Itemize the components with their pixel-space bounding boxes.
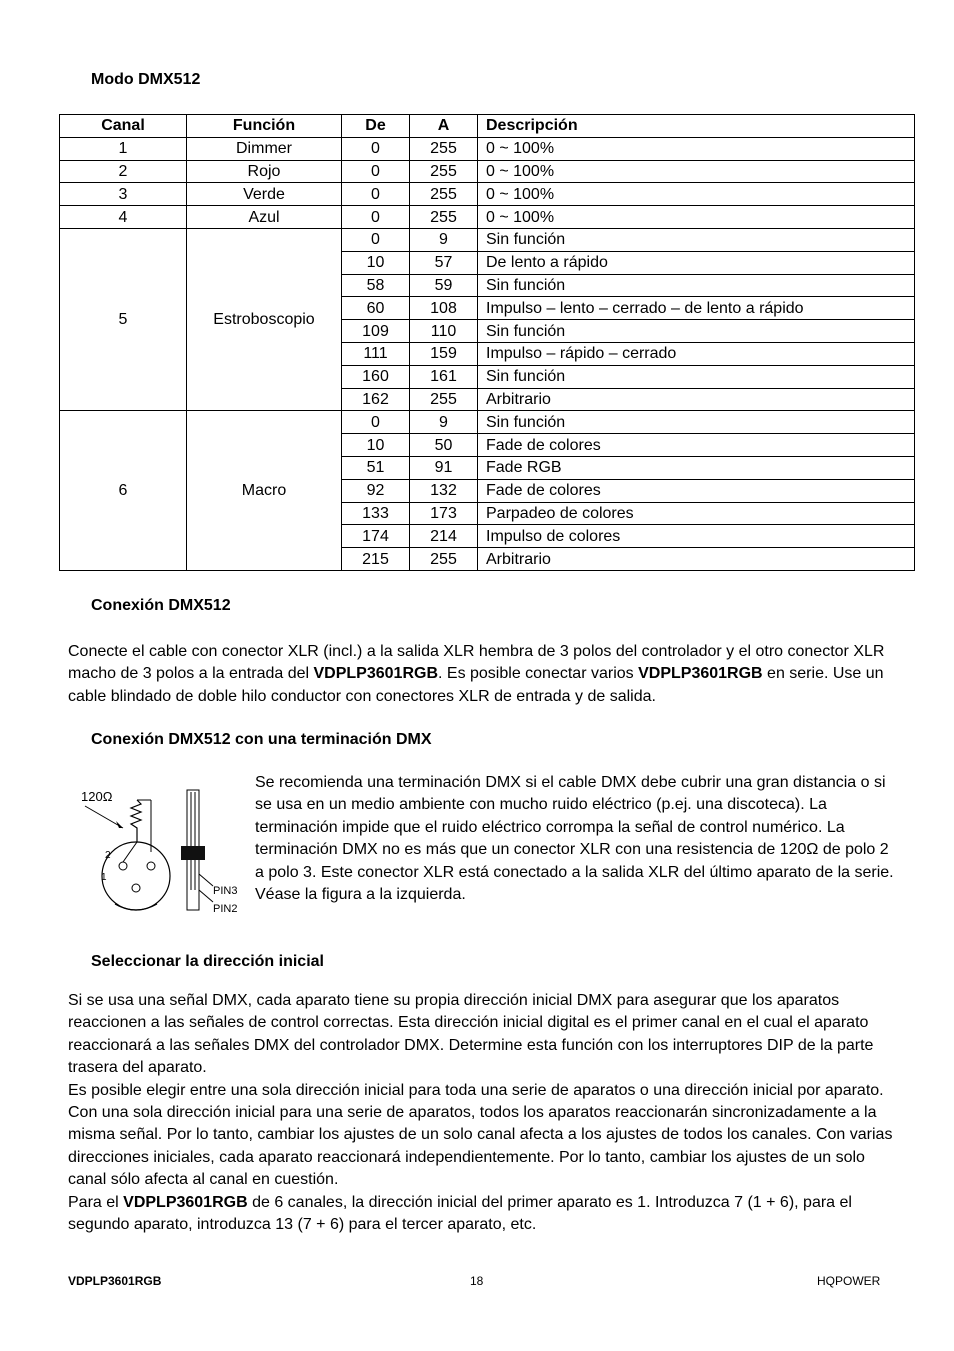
to-cell: 50 [410,434,478,457]
description-cell: Sin función [478,274,915,297]
description-cell: Impulso de colores [478,525,915,548]
from-cell: 162 [342,388,410,411]
from-cell: 58 [342,274,410,297]
to-cell: 255 [410,137,478,160]
to-cell: 255 [410,388,478,411]
description-cell: 0 ~ 100% [478,206,915,229]
function-cell: Estroboscopio [187,228,342,410]
xlr-pin-1 [132,884,140,892]
connection-text-1: Conecte el cable con conector XLR (incl.) a la salida XLR hembra de 3 polos del controlador y el otro conector XLR macho de 3 polos a la entrada del [68,643,885,683]
description-cell: Impulso – rápido – cerrado [478,342,915,365]
to-cell: 110 [410,320,478,343]
from-cell: 111 [342,342,410,365]
start-address-paragraph-3 [68,1192,898,1237]
description-cell: De lento a rápido [478,251,915,274]
pin2-label: PIN2 [213,903,238,915]
pin2-leader [199,890,213,902]
pin3-label: PIN3 [213,885,238,897]
function-cell: Azul [187,206,342,229]
from-cell: 133 [342,502,410,525]
to-cell: 255 [410,160,478,183]
wire-to-pin2 [123,842,137,862]
model-name: VDPLP3601RGB [638,665,763,683]
xlr-termination-diagram [75,782,245,917]
to-cell: 159 [410,342,478,365]
from-cell: 0 [342,228,410,251]
from-cell: 10 [342,434,410,457]
description-cell: Parpadeo de colores [478,502,915,525]
xlr-connector-outline [102,842,170,910]
xlr-pin-3 [147,862,155,870]
model-name: VDPLP3601RGB [123,1193,248,1211]
description-cell: Sin función [478,411,915,434]
from-cell: 215 [342,548,410,571]
to-cell: 255 [410,548,478,571]
header-channel: Canal [60,115,187,138]
channel-cell: 5 [60,228,187,410]
termination-heading: Conexión DMX512 con una terminación DMX [91,731,432,748]
pin-1-number: 1 [101,872,107,883]
xlr-pin-2 [119,862,127,870]
from-cell: 0 [342,137,410,160]
header-description: Descripción [478,115,915,138]
table-row [60,137,915,160]
to-cell: 255 [410,206,478,229]
dmx-mode-heading: Modo DMX512 [91,71,201,88]
from-cell: 51 [342,456,410,479]
header-from: De [342,115,410,138]
footer-brand: HQPOWER [817,1274,881,1288]
resistor-symbol [131,800,141,842]
from-cell: 60 [342,297,410,320]
from-cell: 174 [342,525,410,548]
function-cell: Verde [187,183,342,206]
description-cell: Sin función [478,320,915,343]
from-cell: 0 [342,183,410,206]
pin3-leader [199,874,213,886]
from-cell: 0 [342,206,410,229]
header-to: A [410,115,478,138]
to-cell: 9 [410,411,478,434]
footer-model: VDPLP3601RGB [68,1274,162,1288]
description-cell: 0 ~ 100% [478,183,915,206]
termination-paragraph: Se recomienda una terminación DMX si el cable DMX debe cubrir una gran distancia o si se usa en un medio ambiente con mucho ruido eléctrico (p.ej. una discoteca). La terminación impide que el ruido eléctrico corrompa la señal de control numérico. La terminación DMX no es más que un conector XLR con una resistencia de 120Ω de polo 2 a polo 3. Este conector XLR está conectado a la salida XLR del último aparato de la serie. Véase la figura a la izquierda. [255,774,894,904]
table-row [60,160,915,183]
channel-cell: 4 [60,206,187,229]
description-cell: 0 ~ 100% [478,160,915,183]
xlr-connector-base [115,904,157,910]
channel-cell: 3 [60,183,187,206]
table-header-row [60,115,915,138]
footer-page-number: 18 [470,1274,484,1288]
table-body [60,137,915,570]
from-cell: 0 [342,411,410,434]
table-row [60,228,915,251]
to-cell: 59 [410,274,478,297]
description-cell: Impulso – lento – cerrado – de lento a rápido [478,297,915,320]
channel-cell: 1 [60,137,187,160]
table-row [60,411,915,434]
pin-2-number: 2 [105,850,111,861]
connection-text-2: . Es posible conectar varios [438,665,639,683]
to-cell: 9 [410,228,478,251]
start-address-body [68,990,898,1236]
start-address-heading: Seleccionar la dirección inicial [91,953,324,970]
connection-heading: Conexión DMX512 [91,597,231,614]
table-row [60,183,915,206]
resistor-pointer [85,806,123,828]
to-cell: 255 [410,183,478,206]
to-cell: 132 [410,479,478,502]
to-cell: 161 [410,365,478,388]
table-row [60,206,915,229]
channel-cell: 2 [60,160,187,183]
from-cell: 92 [342,479,410,502]
description-cell: Fade RGB [478,456,915,479]
function-cell: Dimmer [187,137,342,160]
to-cell: 214 [410,525,478,548]
description-cell: Fade de colores [478,479,915,502]
connection-text-3: en serie. Use un cable blindado de doble hilo conductor con conectores XLR de entrada y de salida. [68,665,884,705]
to-cell: 173 [410,502,478,525]
start-address-paragraph-2: Es posible elegir entre una sola dirección inicial para toda una serie de aparatos o una dirección inicial por aparato. Con una sola dirección inicial para una serie de aparatos, todos los aparatos reaccionarán sincronizadamente a la misma señal. Por lo tanto, cambiar los ajustes de un solo canal afecta a los ajustes de todos los canales. Con varias direcciones iniciales, cada aparato reaccionará independientemente. Por lo tanto, cambiar los ajustes de un solo canal sólo afecta al canal en cuestión. [68,1081,893,1189]
function-cell: Rojo [187,160,342,183]
from-cell: 0 [342,160,410,183]
resistor-label: 120Ω [81,789,113,804]
channel-cell: 6 [60,411,187,571]
side-connector-band [181,846,205,860]
start-address-paragraph-1: Si se usa una señal DMX, cada aparato tiene su propia dirección inicial DMX para asegurar que los aparatos reaccionen a las señales de control correctas. Esta dirección inicial digital es el primer canal en el cual el aparato reaccionará a las señales DMX del controlador DMX. Determine esta función con los interruptores DIP de la parte trasera del aparato. [68,992,874,1077]
description-cell: Arbitrario [478,388,915,411]
description-cell: Arbitrario [478,548,915,571]
description-cell: Fade de colores [478,434,915,457]
description-cell: 0 ~ 100% [478,137,915,160]
dmx-channel-table [59,114,915,571]
connection-paragraph [68,641,898,708]
description-cell: Sin función [478,365,915,388]
function-cell: Macro [187,411,342,571]
from-cell: 160 [342,365,410,388]
to-cell: 57 [410,251,478,274]
description-cell: Sin función [478,228,915,251]
from-cell: 109 [342,320,410,343]
header-function: Función [187,115,342,138]
model-name: VDPLP3601RGB [313,665,438,683]
p3-text-b: de 6 canales, la dirección inicial del primer aparato es 1. Introduzca 7 (1 + 6), para el segundo aparato, introduzca 13 (7 + 6) para el tercer aparato, etc. [68,1193,852,1234]
to-cell: 108 [410,297,478,320]
p3-text-a: Para el [68,1193,124,1211]
from-cell: 10 [342,251,410,274]
to-cell: 91 [410,456,478,479]
